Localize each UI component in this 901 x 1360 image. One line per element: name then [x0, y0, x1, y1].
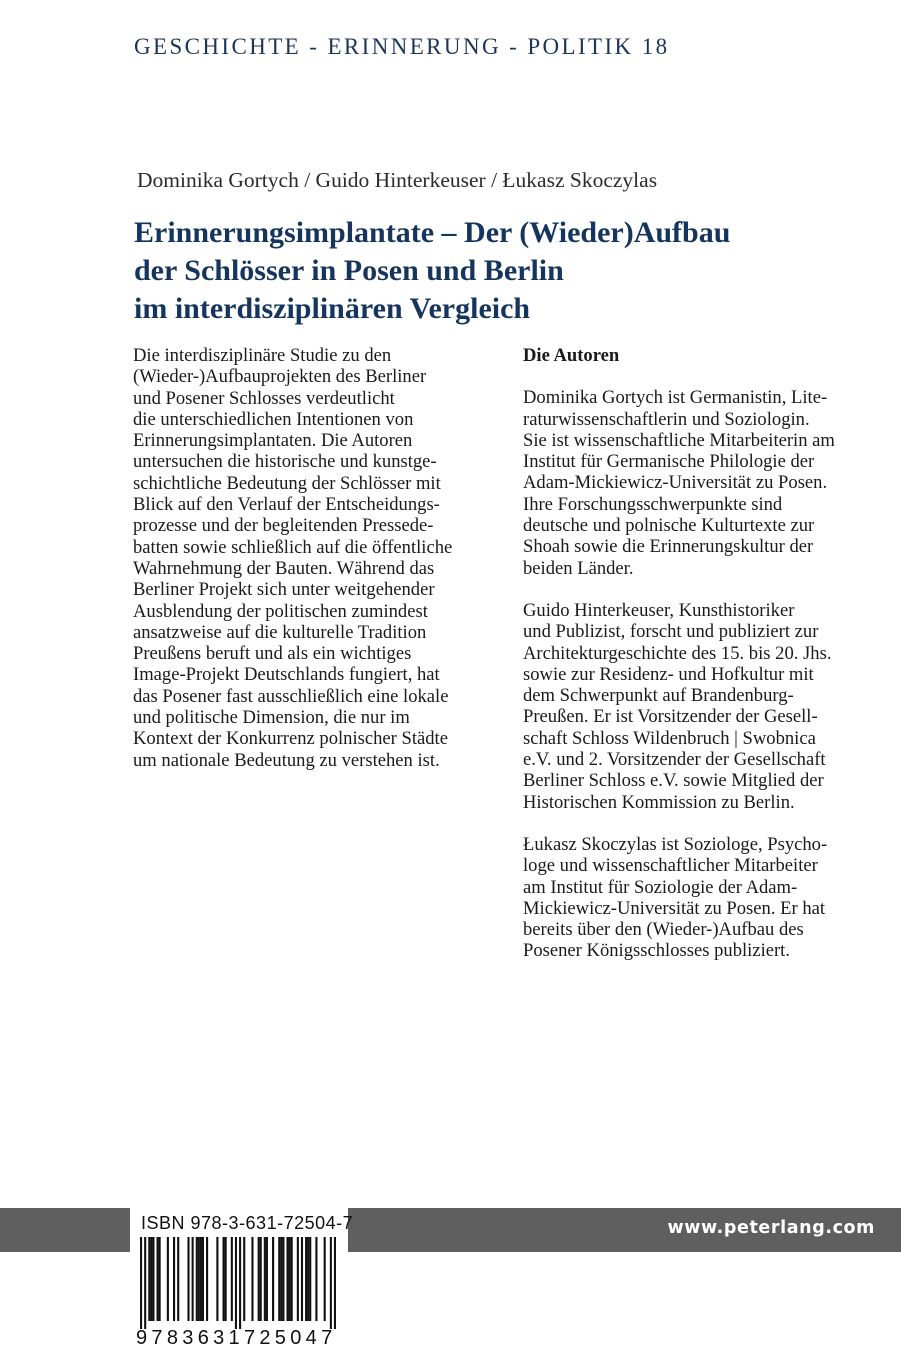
barcode-bar	[260, 1237, 262, 1321]
barcode-bar	[272, 1237, 274, 1321]
text-line: Preußen. Er ist Vorsitzender der Gesell-	[523, 706, 818, 728]
barcode-bar	[334, 1237, 336, 1329]
barcode-bar	[251, 1237, 253, 1321]
barcode-bar	[264, 1237, 266, 1321]
text-line: Institut für Germanische Philologie der	[523, 451, 815, 473]
book-title	[134, 214, 834, 328]
text-line: Berliner Projekt sich unter weitgehender	[133, 579, 435, 601]
barcode-bar	[187, 1237, 189, 1321]
barcode-bar	[286, 1237, 288, 1321]
barcode-bar	[152, 1237, 154, 1321]
barcode-bar	[301, 1237, 303, 1321]
barcode-bar	[140, 1237, 142, 1329]
text-line: (Wieder-)Aufbauprojekten des Berliner	[133, 366, 427, 388]
barcode-bar	[167, 1237, 169, 1321]
barcode-bar	[280, 1237, 282, 1321]
author-bio-gortych	[523, 387, 883, 579]
text-line: e.V. und 2. Vorsitzender der Gesellschaft	[523, 749, 826, 771]
barcode-bar	[239, 1237, 241, 1329]
barcode-bar	[289, 1237, 291, 1321]
text-line: prozesse und der begleitenden Pressede-	[133, 515, 434, 537]
text-line: und politische Dimension, die nur im	[133, 707, 410, 729]
barcode-bar	[159, 1237, 161, 1321]
barcode-bar	[235, 1237, 237, 1329]
text-line: untersuchen die historische und kunstge-	[133, 451, 437, 473]
barcode-bar	[206, 1237, 208, 1321]
text-line: Kontext der Konkurrenz polnischer Städte	[133, 728, 448, 750]
barcode-bar	[330, 1237, 332, 1329]
text-line: Historischen Kommission zu Berlin.	[523, 791, 795, 813]
series-title: GESCHICHTE - ERINNERUNG - POLITIK 18	[134, 34, 670, 59]
isbn-label: ISBN 978-3-631-72504-7	[141, 1213, 354, 1233]
text-line: am Institut für Soziologie der Adam-	[523, 876, 798, 898]
barcode-bar	[309, 1237, 311, 1321]
barcode-bar	[216, 1237, 218, 1321]
barcode-bar	[150, 1237, 152, 1321]
text-line: um nationale Bedeutung zu verstehen ist.	[133, 749, 440, 771]
text-line: Erinnerungsimplantaten. Die Autoren	[133, 430, 413, 452]
text-line: deutsche und polnische Kulturtexte zur	[523, 515, 815, 537]
text-line: loge und wissenschaftlicher Mitarbeiter	[523, 855, 818, 877]
text-line: Shoah sowie die Erinnerungskultur der	[523, 536, 814, 558]
barcode-bar	[223, 1237, 225, 1321]
barcode-bar	[324, 1237, 326, 1321]
barcode-bar	[282, 1237, 284, 1321]
author-bio-skoczylas	[523, 834, 883, 962]
barcode-digits: 9783631725047	[136, 1327, 337, 1349]
text-line: das Posener fast ausschließlich eine lokale	[133, 685, 449, 707]
barcode-bar	[278, 1237, 280, 1321]
text-line: Guido Hinterkeuser, Kunsthistoriker	[523, 599, 795, 621]
text-line: Łukasz Skoczylas ist Soziologe, Psycho-	[523, 833, 828, 855]
text-line: Posener Königsschlosses publiziert.	[523, 940, 790, 962]
barcode-bar	[157, 1237, 159, 1321]
text-line: Die interdisziplinäre Studie zu den	[133, 345, 392, 366]
text-line: sowie zur Residenz- und Hofkultur mit	[523, 663, 814, 685]
barcode-bar	[198, 1237, 200, 1321]
title-line: im interdisziplinären Vergleich	[134, 292, 531, 325]
barcode-bar	[192, 1237, 194, 1321]
text-line: Wahrnehmung der Bauten. Während das	[133, 557, 435, 579]
text-line: Ausblendung der politischen zumindest	[133, 600, 428, 622]
text-line: Ihre Forschungsschwerpunkte sind	[523, 493, 783, 515]
barcode-bar	[196, 1237, 198, 1321]
text-line: Berliner Schloss e.V. sowie Mitglied der	[523, 770, 824, 792]
barcode-bar	[297, 1237, 299, 1321]
text-line: Dominika Gortych ist Germanistin, Lite-	[523, 387, 828, 409]
barcode-bar	[202, 1237, 204, 1321]
barcode-bar	[225, 1237, 227, 1321]
title-line: Erinnerungsimplantate – Der (Wieder)Aufbau	[134, 216, 731, 249]
text-line: bereits über den (Wieder-)Aufbau des	[523, 919, 804, 941]
text-line: Blick auf den Verlauf der Entscheidungs-	[133, 494, 440, 516]
text-line: dem Schwerpunkt auf Brandenburg-	[523, 685, 794, 707]
publisher-website-link[interactable]: www.peterlang.com	[667, 1218, 875, 1238]
text-line: raturwissenschaftlerin und Soziologin.	[523, 408, 810, 430]
text-line: und Publizist, forscht und publiziert zur	[523, 621, 819, 643]
text-line: Mickiewicz-Universität zu Posen. Er hat	[523, 897, 826, 919]
book-description	[133, 345, 498, 771]
text-line: schichtliche Bedeutung der Schlösser mit	[133, 472, 441, 494]
about-authors-heading: Die Autoren	[523, 345, 620, 366]
barcode-bar	[307, 1237, 309, 1321]
barcode-bar	[148, 1237, 150, 1321]
text-line: Image-Projekt Deutschlands fungiert, hat	[133, 664, 440, 686]
title-line: der Schlösser in Posen und Berlin	[134, 254, 564, 287]
text-line: Adam-Mickiewicz-Universität zu Posen.	[523, 472, 828, 494]
text-line: die unterschiedlichen Intentionen von	[133, 408, 414, 430]
text-line: batten sowie schließlich auf die öffentliche	[133, 536, 453, 558]
author-bio-hinterkeuser	[523, 600, 883, 813]
text-line: Preußens beruft und als ein wichtiges	[133, 643, 412, 665]
barcode-bar	[144, 1237, 146, 1329]
barcode-bar	[177, 1237, 179, 1321]
barcode-bar	[305, 1237, 307, 1321]
text-line: und Posener Schlosses verdeutlicht	[133, 387, 395, 409]
barcode-bar	[291, 1237, 293, 1321]
barcode-bar	[315, 1237, 317, 1321]
text-line: Architekturgeschichte des 15. bis 20. Jhs.	[523, 642, 832, 664]
barcode-bar	[266, 1237, 268, 1321]
barcode-bar	[200, 1237, 202, 1321]
text-line: schaft Schloss Wildenbruch | Swobnica	[523, 727, 816, 749]
text-line: beiden Länder.	[523, 557, 634, 579]
text-line: ansatzweise auf die kulturelle Tradition	[133, 621, 427, 643]
text-line: Sie ist wissenschaftliche Mitarbeiterin am	[523, 429, 835, 451]
barcode-bar	[173, 1237, 175, 1321]
barcode-bar	[258, 1237, 260, 1321]
barcode-bar	[243, 1237, 245, 1321]
barcode	[140, 1237, 336, 1329]
about-authors	[523, 345, 883, 983]
author-names: Dominika Gortych / Guido Hinterkeuser / Łukasz Skoczylas	[137, 168, 658, 192]
barcode-bar	[231, 1237, 233, 1321]
